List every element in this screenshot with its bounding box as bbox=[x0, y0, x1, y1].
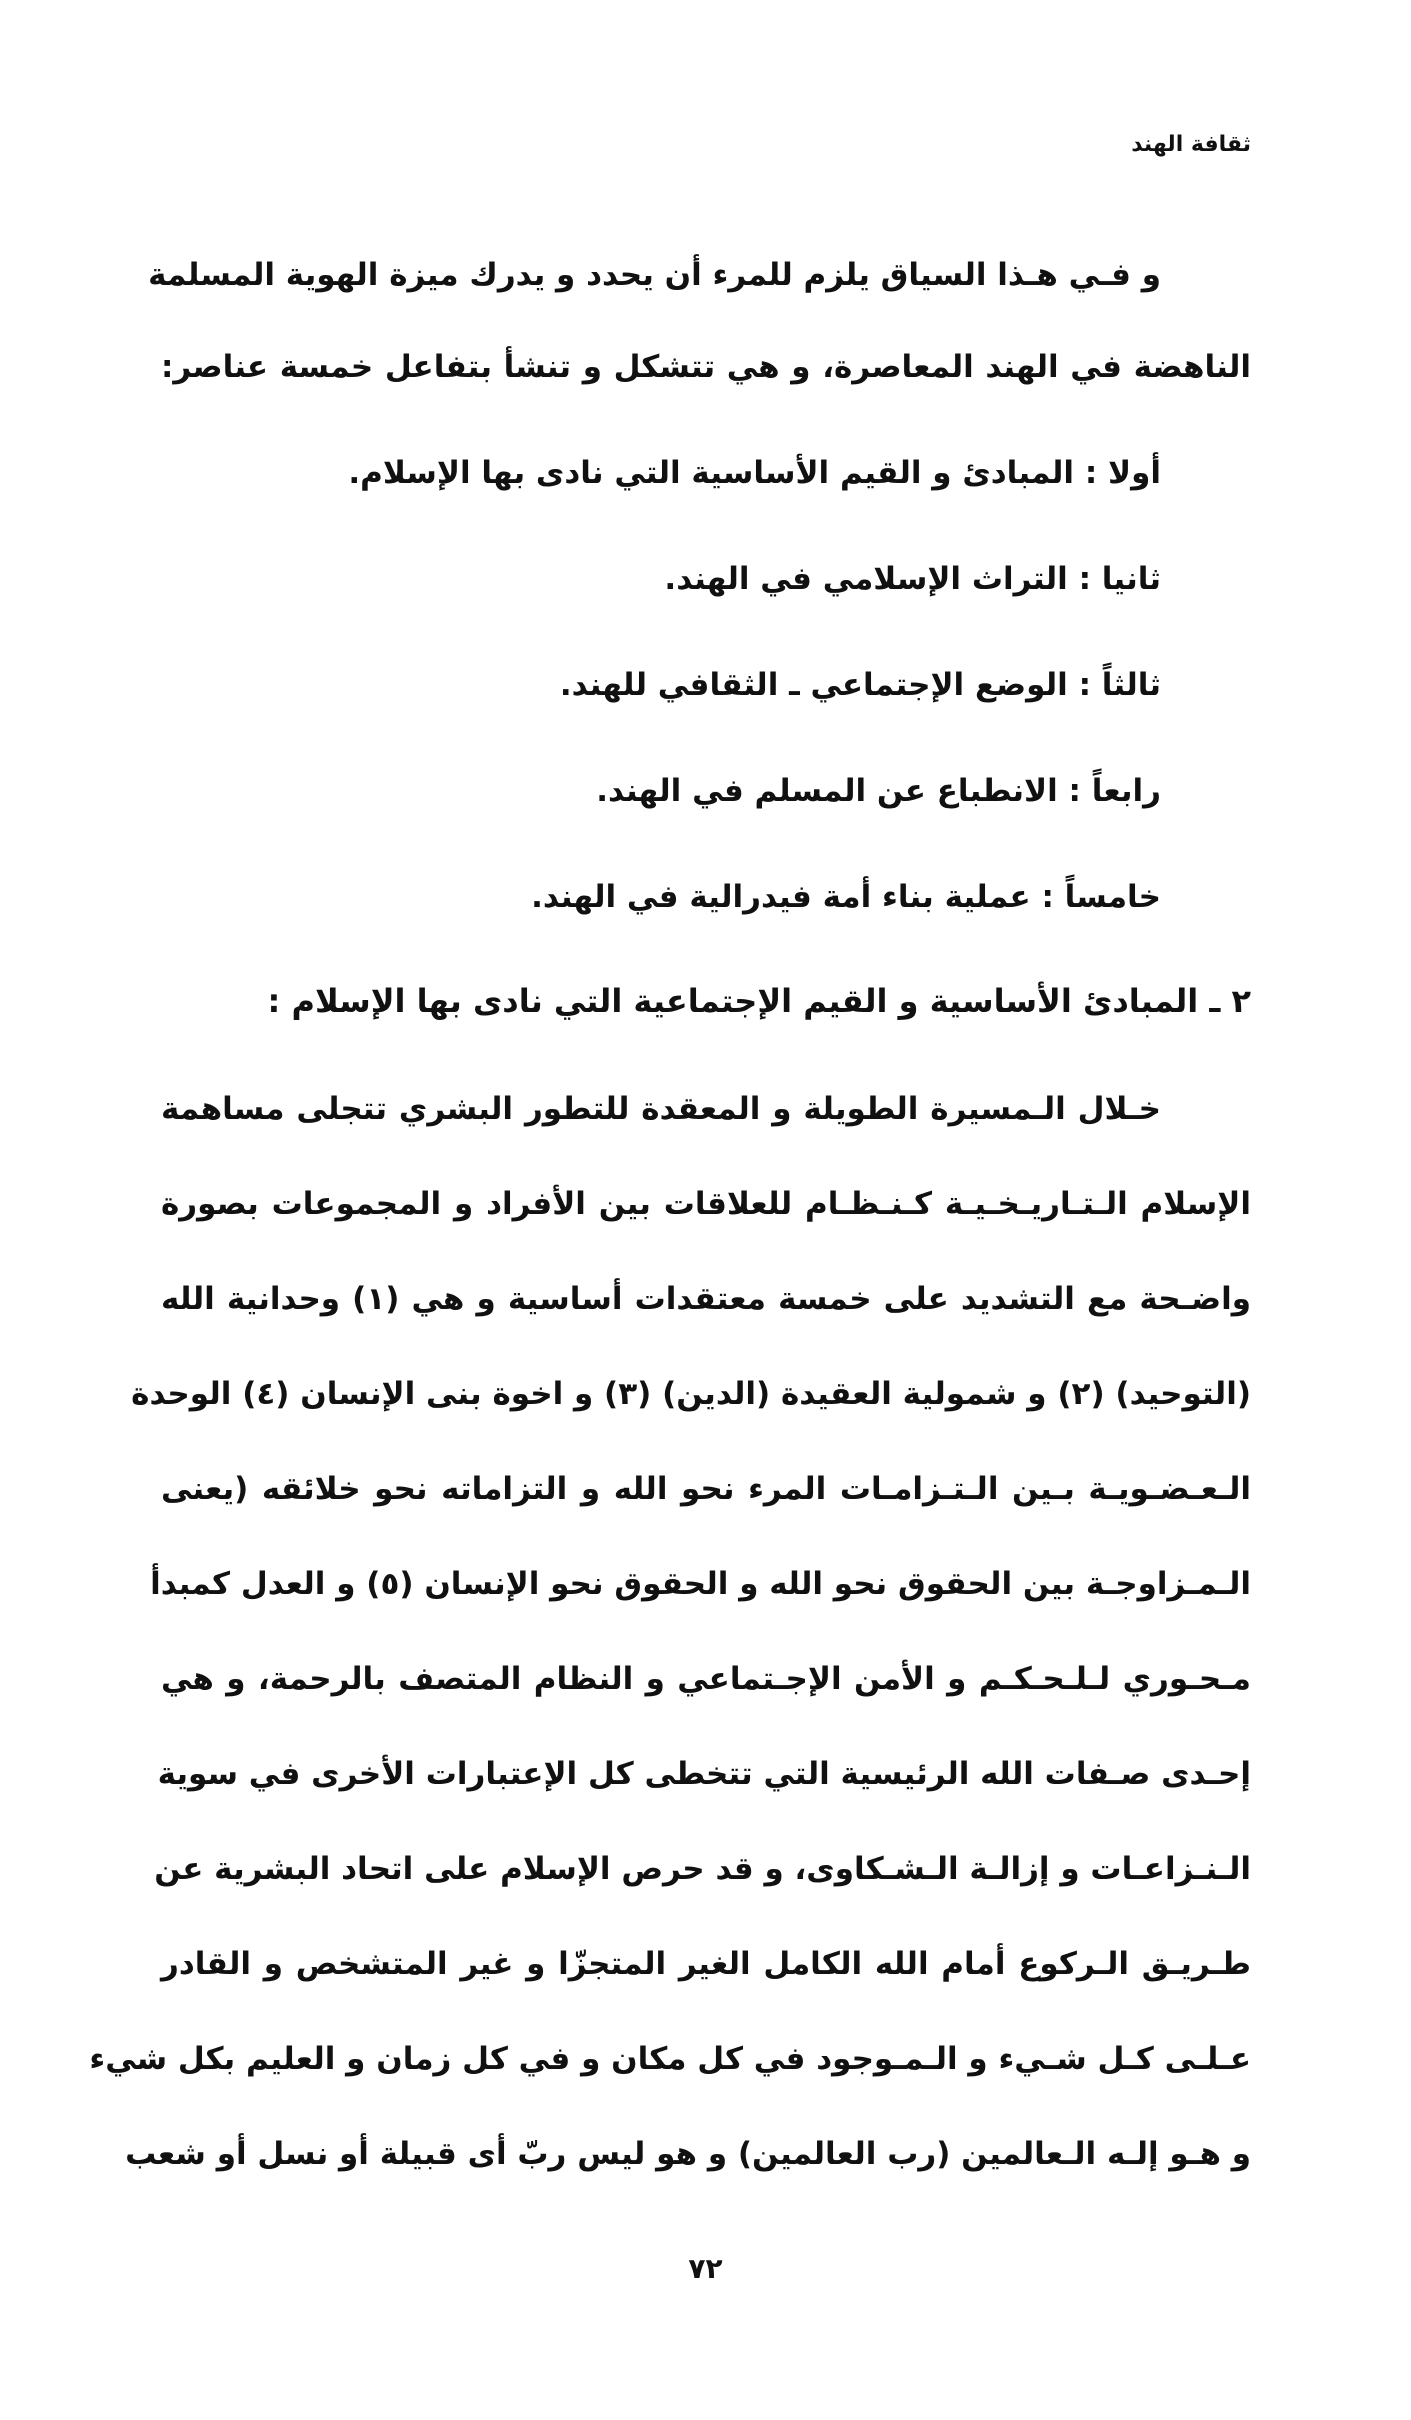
body-line-6: الـمـزاوجـة بين الحقوق نحو الله و الحقوق نحو الإنسان (٥) و العدل كمبدأ bbox=[150, 1566, 1251, 1602]
body-line-8: إحـدى صـفات الله الرئيسية التي تتخطى كل الإعتبارات الأخرى في سوية bbox=[157, 1756, 1251, 1792]
page-number: ٧٢ bbox=[688, 2252, 723, 2285]
body-line-4: (التوحيد) (٢) و شمولية العقيدة (الدين) (٣) و اخوة بنى الإنسان (٤) الوحدة bbox=[131, 1376, 1251, 1412]
body-line-2: الإسلام الـتـاريـخـيـة كـنـظـام للعلاقات بين الأفراد و المجموعات بصورة bbox=[161, 1186, 1251, 1222]
running-header: ثقافة الهند bbox=[1131, 132, 1251, 157]
body-line-12: و هـو إلـه الـعالمين (رب العالمين) و هو ليس ربّ أى قبيلة أو نسل أو شعب bbox=[125, 2136, 1251, 2172]
section-heading: ٢ ـ المبادئ الأساسية و القيم الإجتماعية التي نادى بها الإسلام : bbox=[267, 982, 1251, 1020]
body-line-5: الـعـضـويـة بـين الـتـزامـات المرء نحو الله و التزاماته نحو خلائقه (يعنى bbox=[161, 1471, 1251, 1507]
body-line-10: طـريـق الـركوع أمام الله الكامل الغير المتجزّا و غير المتشخص و القادر bbox=[161, 1946, 1251, 1982]
body-line-7: مـحـوري لـلـحـكـم و الأمن الإجـتماعي و النظام المتصف بالرحمة، و هي bbox=[161, 1661, 1251, 1697]
intro-line-1: و فـي هـذا السياق يلزم للمرء أن يحدد و يدرك ميزة الهوية المسلمة bbox=[148, 257, 1161, 293]
element-item-1: أولا : المبادئ و القيم الأساسية التي نادى بها الإسلام. bbox=[348, 455, 1161, 491]
page-body bbox=[89, 255, 1251, 2174]
element-item-5: خامساً : عملية بناء أمة فيدرالية في الهند. bbox=[531, 879, 1161, 915]
body-line-3: واضـحة مع التشديد على خمسة معتقدات أساسية و هي (١) وحدانية الله bbox=[161, 1281, 1251, 1317]
intro-line-2: الناهضة في الهند المعاصرة، و هي تتشكل و تنشأ بتفاعل خمسة عناصر: bbox=[161, 349, 1251, 385]
element-item-4: رابعاً : الانطباع عن المسلم في الهند. bbox=[596, 773, 1161, 809]
element-item-3: ثالثاً : الوضع الإجتماعي ـ الثقافي للهند. bbox=[559, 667, 1161, 703]
element-item-2: ثانيا : التراث الإسلامي في الهند. bbox=[664, 561, 1161, 597]
body-line-11: عـلـى كـل شـيء و الـمـوجود في كل مكان و في كل زمان و العليم بكل شيء bbox=[89, 2041, 1251, 2077]
body-line-9: الـنـزاعـات و إزالـة الـشـكاوى، و قد حرص الإسلام على اتحاد البشرية عن bbox=[154, 1851, 1251, 1887]
body-line-1: خـلال الـمسيرة الطويلة و المعقدة للتطور البشري تتجلى مساهمة bbox=[161, 1091, 1161, 1127]
